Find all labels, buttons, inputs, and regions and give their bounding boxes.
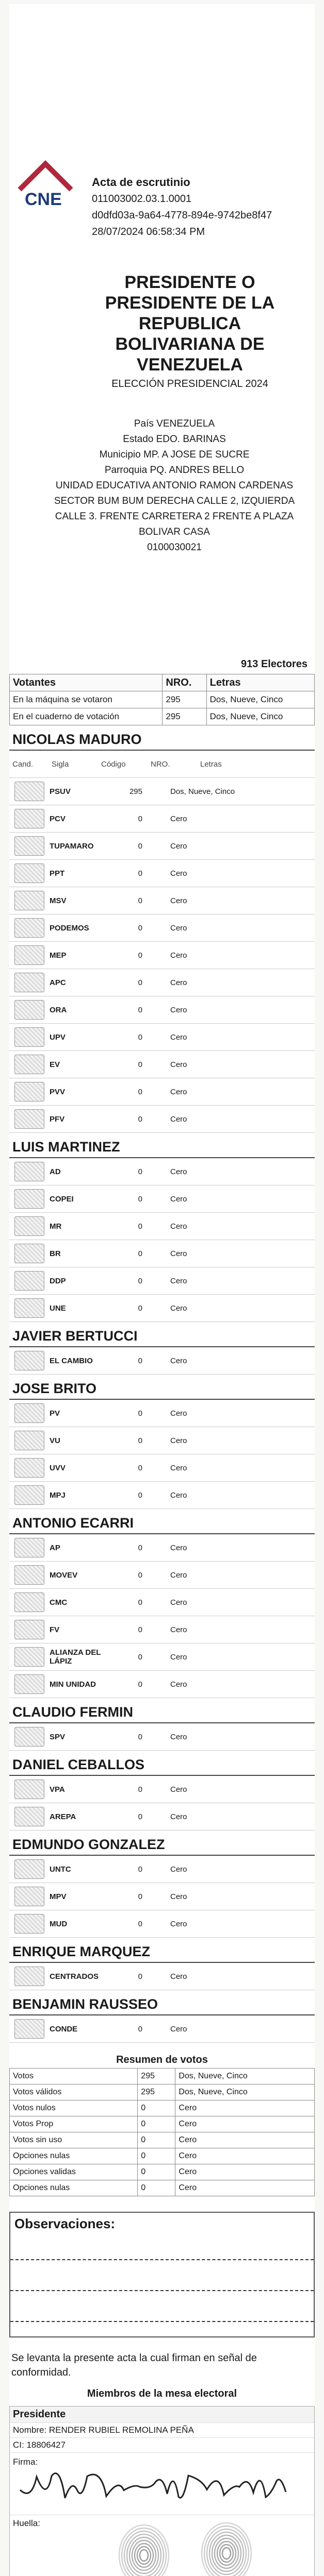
resumen-label: Votos nulos: [10, 2100, 138, 2116]
party-row: [9, 1856, 315, 1883]
votantes-nro: 295: [163, 691, 206, 708]
party-logo-icon: [14, 1271, 44, 1291]
direccion: SECTOR BUM BUM DERECHA CALLE 2, IZQUIERDA CALLE 3. FRENTE CARRETERA 2 FRENTE A PLAZA BOLIVAR CASA: [54, 496, 295, 537]
party-logo-icon: [14, 945, 44, 965]
members-list: [9, 2406, 315, 2576]
party-votes: 0: [138, 1222, 142, 1231]
party-votes-letras: Cero: [170, 1598, 187, 1607]
party-sigla: COPEI: [50, 1194, 74, 1204]
party-sigla: EL CAMBIO: [50, 1356, 93, 1365]
party-votes: 0: [138, 1087, 142, 1096]
location-block: [40, 416, 309, 555]
party-row: [9, 1589, 315, 1616]
resumen-label: Opciones nulas: [10, 2148, 138, 2164]
party-row: [9, 1883, 315, 1910]
party-sigla: MSV: [50, 896, 67, 905]
party-logo-icon: [14, 1780, 44, 1799]
party-logo-icon: [14, 863, 44, 883]
party-votes-letras: Cero: [170, 923, 187, 933]
party-sigla: MEP: [50, 951, 67, 960]
party-votes: 0: [138, 814, 142, 823]
party-logo-icon: [14, 1859, 44, 1879]
party-votes-letras: Cero: [170, 814, 187, 823]
party-votes: 0: [138, 1409, 142, 1418]
member-role: Presidente: [10, 2406, 314, 2422]
party-row: [9, 1024, 315, 1051]
resumen-nro: 0: [138, 2116, 175, 2132]
party-votes: 0: [138, 1436, 142, 1445]
party-votes-letras: Cero: [170, 1919, 187, 1928]
observaciones-label: Observaciones:: [14, 2216, 116, 2231]
party-logo-icon: [14, 973, 44, 992]
party-votes: 0: [138, 896, 142, 905]
party-votes-letras: Cero: [170, 869, 187, 878]
party-logo-icon: [14, 1431, 44, 1450]
party-logo-icon: [14, 1000, 44, 1020]
party-sigla: TUPAMARO: [50, 841, 94, 851]
party-votes: 0: [138, 1919, 142, 1928]
party-logo-icon: [14, 1298, 44, 1318]
resumen-nro: 0: [138, 2132, 175, 2148]
party-votes-letras: Cero: [170, 1865, 187, 1874]
party-row: [9, 1803, 315, 1831]
candidates-list: [9, 725, 315, 2043]
fingerprint-icon: [10, 2515, 314, 2576]
party-sigla: AREPA: [50, 1812, 76, 1821]
party-votes: 0: [138, 1680, 142, 1689]
votantes-letras: Dos, Nueve, Cinco: [206, 691, 314, 708]
municipio: Municipio MP. A JOSE DE SUCRE: [99, 449, 250, 460]
member-ci: CI: 18806427: [10, 2437, 314, 2452]
party-row: [9, 2015, 315, 2043]
party-votes: 0: [138, 951, 142, 960]
party-row: [9, 1616, 315, 1643]
party-row: [9, 1267, 315, 1295]
party-row: [9, 1051, 315, 1078]
candidate-name: CLAUDIO FERMIN: [9, 1698, 315, 1723]
party-votes-letras: Cero: [170, 841, 187, 851]
party-sigla: VPA: [50, 1785, 65, 1794]
party-sigla: AP: [50, 1543, 60, 1552]
resumen-table: [9, 2068, 315, 2196]
party-sigla: ORA: [50, 1005, 67, 1014]
party-logo-icon: [14, 1082, 44, 1101]
party-votes: 0: [138, 841, 142, 851]
resumen-letras: Dos, Nueve, Cinco: [175, 2069, 315, 2084]
firma-label: Firma:: [13, 2457, 38, 2467]
resumen-row: [10, 2132, 315, 2148]
party-votes: 0: [138, 1570, 142, 1580]
resumen-letras: Cero: [175, 2132, 315, 2148]
party-votes: 0: [138, 1652, 142, 1662]
party-votes: 0: [138, 1114, 142, 1124]
party-votes-letras: Cero: [170, 1409, 187, 1418]
resumen-letras: Cero: [175, 2100, 315, 2116]
party-sigla: APC: [50, 978, 66, 987]
resumen-nro: 0: [138, 2148, 175, 2164]
party-logo-icon: [14, 1189, 44, 1209]
party-sigla: EV: [50, 1060, 60, 1069]
party-votes-letras: Cero: [170, 1625, 187, 1634]
signature-icon: [10, 2453, 314, 2515]
candidate-name: JOSE BRITO: [9, 1375, 315, 1400]
party-sigla: AD: [50, 1167, 61, 1176]
resumen-letras: Cero: [175, 2180, 315, 2196]
votantes-letras: Dos, Nueve, Cinco: [206, 708, 314, 725]
party-sigla: DDP: [50, 1276, 66, 1285]
resumen-row: [10, 2116, 315, 2132]
party-votes-letras: Cero: [170, 1114, 187, 1124]
columns-header: [9, 751, 315, 778]
resumen-nro: 0: [138, 2180, 175, 2196]
party-row: [9, 1295, 315, 1322]
party-row: [9, 1482, 315, 1509]
resumen-letras: Dos, Nueve, Cinco: [175, 2084, 315, 2100]
party-logo-icon: [14, 1351, 44, 1370]
estado: Estado EDO. BARINAS: [123, 434, 226, 445]
party-row: [9, 914, 315, 942]
party-votes: 0: [138, 1598, 142, 1607]
party-logo-icon: [14, 782, 44, 801]
divider: [10, 2290, 314, 2291]
party-votes: 0: [138, 1194, 142, 1204]
party-votes-letras: Cero: [170, 2024, 187, 2033]
party-logo-icon: [14, 1620, 44, 1639]
votantes-label: En la máquina se votaron: [10, 691, 163, 708]
centro: UNIDAD EDUCATIVA ANTONIO RAMON CARDENAS: [55, 480, 294, 491]
party-logo-icon: [14, 1485, 44, 1505]
party-sigla: UVV: [50, 1463, 66, 1472]
party-sigla: UPV: [50, 1032, 66, 1042]
party-votes: 0: [138, 1972, 142, 1981]
party-logo-icon: [14, 809, 44, 828]
party-votes-letras: Cero: [170, 1276, 187, 1285]
nro-header: NRO.: [163, 674, 206, 691]
party-votes-letras: Cero: [170, 1167, 187, 1176]
party-votes: 0: [138, 1276, 142, 1285]
party-row: [9, 860, 315, 887]
resumen-row: [10, 2100, 315, 2116]
party-row: [9, 996, 315, 1024]
party-votes-letras: Cero: [170, 1972, 187, 1981]
party-votes: 0: [138, 1356, 142, 1365]
party-votes-letras: Cero: [170, 1812, 187, 1821]
column-label: Sigla: [52, 759, 69, 769]
party-votes-letras: Cero: [170, 1060, 187, 1069]
acta-meta: [92, 174, 309, 240]
party-logo-icon: [14, 1647, 44, 1667]
acta-title: Acta de escrutinio: [92, 176, 190, 189]
party-row: [9, 1185, 315, 1213]
party-votes: 0: [138, 1732, 142, 1741]
party-row: [9, 1562, 315, 1589]
electores-count: 913 Electores: [241, 658, 307, 670]
letras-header: Letras: [206, 674, 314, 691]
party-sigla: UNE: [50, 1303, 66, 1313]
resumen-title: Resumen de votos: [116, 2054, 208, 2065]
acta-receipt: [9, 4, 315, 2576]
party-logo-icon: [14, 836, 44, 856]
party-logo-icon: [14, 1109, 44, 1129]
party-votes-letras: Cero: [170, 1032, 187, 1042]
party-votes-letras: Cero: [170, 978, 187, 987]
party-row: [9, 1776, 315, 1803]
party-votes-letras: Cero: [170, 1005, 187, 1014]
party-sigla: VU: [50, 1436, 60, 1445]
votantes-label: En el cuaderno de votación: [10, 708, 163, 725]
party-logo-icon: [14, 891, 44, 910]
member-nombre: Nombre: RENDER RUBIEL REMOLINA PEÑA: [10, 2422, 314, 2437]
party-votes: 0: [138, 1785, 142, 1794]
party-votes-letras: Cero: [170, 1463, 187, 1472]
huella-label: Huella:: [13, 2518, 40, 2528]
party-votes: 0: [138, 1032, 142, 1042]
party-logo-icon: [14, 1914, 44, 1934]
party-logo-icon: [14, 2019, 44, 2039]
party-sigla: PODEMOS: [50, 923, 89, 933]
party-votes: 0: [138, 869, 142, 878]
party-logo-icon: [14, 1244, 44, 1263]
resumen-nro: 295: [138, 2069, 175, 2084]
resumen-label: Votos válidos: [10, 2084, 138, 2100]
party-sigla: CMC: [50, 1598, 68, 1607]
table-row: [10, 708, 315, 725]
party-logo-icon: [14, 1216, 44, 1236]
party-row: [9, 1643, 315, 1671]
party-row: [9, 1347, 315, 1375]
party-votes-letras: Cero: [170, 1222, 187, 1231]
party-logo-icon: [14, 1807, 44, 1826]
divider: [10, 2259, 314, 2260]
party-votes: 0: [138, 1249, 142, 1258]
party-votes: 295: [129, 787, 142, 796]
svg-text:CNE: CNE: [25, 190, 62, 209]
party-votes-letras: Cero: [170, 1570, 187, 1580]
party-logo-icon: [14, 1727, 44, 1747]
resumen-label: Votos Prop: [10, 2116, 138, 2132]
resumen-row: [10, 2084, 315, 2100]
party-row: [9, 1078, 315, 1106]
party-votes: 0: [138, 1865, 142, 1874]
candidate-name: NICOLAS MADURO: [9, 725, 315, 751]
party-logo-icon: [14, 1162, 44, 1181]
column-label: NRO.: [151, 759, 170, 769]
party-sigla: BR: [50, 1249, 61, 1258]
party-row: [9, 778, 315, 805]
resumen-row: [10, 2148, 315, 2164]
page-title: PRESIDENTE O PRESIDENTE DE LA REPUBLICA BOLIVARIANA DE VENEZUELA: [105, 273, 275, 375]
party-votes-letras: Cero: [170, 1303, 187, 1313]
party-sigla: CONDE: [50, 2024, 78, 2033]
party-logo-icon: [14, 918, 44, 938]
acta-header: [9, 4, 315, 674]
candidate-name: DANIEL CEBALLOS: [9, 1751, 315, 1776]
party-sigla: PPT: [50, 869, 65, 878]
resumen-label: Opciones validas: [10, 2164, 138, 2180]
resumen-nro: 0: [138, 2164, 175, 2180]
resumen-row: [10, 2164, 315, 2180]
party-logo-icon: [14, 1565, 44, 1585]
printed-at: 28/07/2024 06:58:34 PM: [92, 226, 205, 238]
party-logo-icon: [14, 1055, 44, 1074]
party-votes: 0: [138, 1812, 142, 1821]
firma-box: [10, 2452, 314, 2515]
candidate-name: ANTONIO ECARRI: [9, 1509, 315, 1534]
party-votes-letras: Cero: [170, 1892, 187, 1901]
candidate-name: BENJAMIN RAUSSEO: [9, 1990, 315, 2015]
party-sigla: MPJ: [50, 1490, 66, 1500]
party-sigla: PSUV: [50, 787, 71, 796]
party-votes: 0: [138, 1167, 142, 1176]
party-votes: 0: [138, 1060, 142, 1069]
party-votes: 0: [138, 1543, 142, 1552]
party-votes-letras: Cero: [170, 951, 187, 960]
election-name: ELECCIÓN PRESIDENCIAL 2024: [111, 378, 268, 389]
party-sigla: MIN UNIDAD: [50, 1680, 96, 1689]
party-row: [9, 833, 315, 860]
party-row: [9, 1723, 315, 1751]
resumen-row: [10, 2180, 315, 2196]
party-logo-icon: [14, 1538, 44, 1557]
member-block: [9, 2406, 315, 2576]
party-row: [9, 805, 315, 833]
huella-box: [10, 2515, 314, 2576]
party-votes-letras: Cero: [170, 1785, 187, 1794]
party-votes: 0: [138, 978, 142, 987]
party-sigla: MR: [50, 1222, 62, 1231]
party-sigla: CENTRADOS: [50, 1972, 99, 1981]
party-votes-letras: Cero: [170, 1490, 187, 1500]
party-logo-icon: [14, 1674, 44, 1694]
party-sigla: FV: [50, 1625, 60, 1634]
party-sigla: UNTC: [50, 1865, 71, 1874]
party-sigla: PVV: [50, 1087, 66, 1096]
party-logo-icon: [14, 1967, 44, 1986]
acta-hash: d0dfd03a-9a64-4778-894e-9742be8f47: [92, 210, 272, 221]
candidate-name: JAVIER BERTUCCI: [9, 1322, 315, 1347]
mesa-title: Miembros de la mesa electoral: [87, 2388, 237, 2399]
party-row: [9, 887, 315, 914]
party-votes: 0: [138, 1463, 142, 1472]
party-votes-letras: Cero: [170, 1194, 187, 1204]
party-row: [9, 1106, 315, 1133]
mesa-code: 0100030021: [147, 542, 202, 553]
candidate-name: LUIS MARTINEZ: [9, 1133, 315, 1158]
party-sigla: PCV: [50, 814, 66, 823]
votantes-nro: 295: [163, 708, 206, 725]
party-row: [9, 1454, 315, 1482]
party-row: [9, 1963, 315, 1990]
party-sigla: PFV: [50, 1114, 65, 1124]
party-row: [9, 1213, 315, 1240]
party-row: [9, 1240, 315, 1267]
party-sigla: SPV: [50, 1732, 66, 1741]
resumen-label: Votos: [10, 2069, 138, 2084]
parroquia: Parroquia PQ. ANDRES BELLO: [104, 465, 245, 476]
resumen-nro: 295: [138, 2084, 175, 2100]
party-sigla: MOVEV: [50, 1570, 78, 1580]
party-row: [9, 969, 315, 996]
party-votes-letras: Dos, Nueve, Cinco: [170, 787, 235, 796]
party-votes-letras: Cero: [170, 1680, 187, 1689]
party-votes-letras: Cero: [170, 1652, 187, 1662]
party-votes: 0: [138, 1625, 142, 1634]
party-row: [9, 1400, 315, 1427]
party-logo-icon: [14, 1403, 44, 1423]
party-votes: 0: [138, 1490, 142, 1500]
party-logo-icon: [14, 1887, 44, 1906]
party-votes-letras: Cero: [170, 1732, 187, 1741]
column-label: Letras: [200, 759, 222, 769]
party-row: [9, 942, 315, 969]
resumen-label: Opciones nulas: [10, 2180, 138, 2196]
party-row: [9, 1427, 315, 1454]
party-votes: 0: [138, 923, 142, 933]
column-label: Código: [101, 759, 126, 769]
party-sigla: PV: [50, 1409, 60, 1418]
party-votes-letras: Cero: [170, 1356, 187, 1365]
party-logo-icon: [14, 1027, 44, 1047]
party-row: [9, 1910, 315, 1938]
party-sigla: ALIANZA DEL LÁPIZ: [50, 1648, 101, 1666]
resumen-row: [10, 2069, 315, 2084]
resumen-label: Votos sin uso: [10, 2132, 138, 2148]
votantes-header: Votantes: [10, 674, 163, 691]
votantes-table: [9, 674, 315, 725]
party-row: [9, 1158, 315, 1185]
observaciones-box: [9, 2212, 315, 2337]
divider: [10, 2321, 314, 2322]
party-sigla: MUD: [50, 1919, 68, 1928]
resumen-nro: 0: [138, 2100, 175, 2116]
party-row: [9, 1671, 315, 1698]
pais: País VENEZUELA: [134, 418, 215, 429]
party-logo-icon: [14, 1592, 44, 1612]
party-sigla: MPV: [50, 1892, 67, 1901]
candidate-name: ENRIQUE MARQUEZ: [9, 1938, 315, 1963]
votantes-header-row: [10, 674, 315, 691]
party-votes-letras: Cero: [170, 1436, 187, 1445]
party-votes: 0: [138, 2024, 142, 2033]
candidate-name: EDMUNDO GONZALEZ: [9, 1831, 315, 1856]
column-label: Cand.: [12, 759, 34, 769]
party-votes: 0: [138, 1303, 142, 1313]
party-votes-letras: Cero: [170, 896, 187, 905]
conformidad-note: Se levanta la presente acta la cual firman en señal de conformidad.: [11, 2352, 257, 2378]
resumen-letras: Cero: [175, 2148, 315, 2164]
party-logo-icon: [14, 1458, 44, 1478]
table-row: [10, 691, 315, 708]
resumen-letras: Cero: [175, 2164, 315, 2180]
party-row: [9, 1534, 315, 1562]
party-votes-letras: Cero: [170, 1087, 187, 1096]
party-votes: 0: [138, 1005, 142, 1014]
cne-logo: [14, 154, 76, 210]
acta-code: 011003002.03.1.0001: [92, 193, 192, 205]
party-votes-letras: Cero: [170, 1249, 187, 1258]
resumen-letras: Cero: [175, 2116, 315, 2132]
party-votes-letras: Cero: [170, 1543, 187, 1552]
party-votes: 0: [138, 1892, 142, 1901]
